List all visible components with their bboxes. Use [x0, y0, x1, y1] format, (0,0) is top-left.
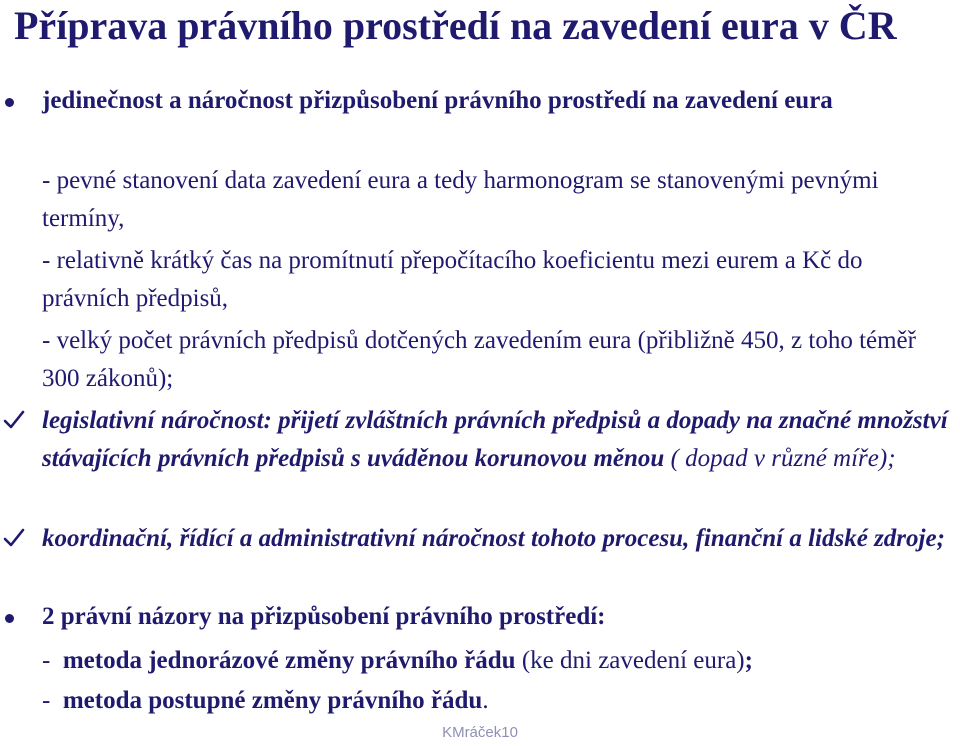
method-item-one-time: [42, 642, 952, 680]
bullet-dot-icon: [5, 614, 14, 623]
sub-item-text: - velký počet právních předpisů dotčených zavedením eura (přibližně 450, z toho téměř 300 zákonů);: [42, 327, 916, 392]
method-name: metoda jednorázové změny právního řádu: [62, 647, 516, 674]
sub-item-text: - pevné stanovení data zavedení eura a tedy harmonogram se stanovenými pevnými termíny,: [42, 167, 879, 232]
method-name: metoda postupné změny právního řádu: [62, 687, 483, 714]
page-title: Příprava právního prostředí na zavedení eura v ČR: [14, 3, 897, 48]
method-note: (ke dni zavedení eura): [515, 647, 745, 674]
bullet-dot-icon: [5, 98, 14, 107]
bullet-text: 2 právní názory na přizpůsobení právního prostředí:: [42, 603, 606, 630]
dash-marker: -: [42, 687, 51, 714]
method-item-gradual: [42, 682, 952, 720]
check-item-text: [42, 402, 952, 478]
method-end: ;: [744, 647, 753, 674]
sub-item-text: - relativně krátký čas na promítnutí přepočítacího koeficientu mezi eurem a Kč do právních předpisů,: [42, 247, 863, 312]
slide-footer: KMráček10: [442, 724, 518, 741]
checkmark-icon: [2, 526, 26, 550]
bullet-text: jedinečnost a náročnost přizpůsobení právního prostředí na zavedení eura: [42, 87, 833, 114]
checkmark-icon: [2, 408, 26, 432]
check-item-bold-text: legislativní náročnost: přijetí zvláštních právních předpisů a dopady na značné množství stávajících právních předpisů s uváděnou korunovou měnou: [42, 407, 948, 472]
check-item-text: koordinační, řídící a administrativní náročnost tohoto procesu, finanční a lidské zdroje;: [42, 525, 945, 552]
check-item-note: ( dopad v různé míře);: [664, 445, 896, 472]
dash-marker: -: [42, 647, 51, 674]
method-end: .: [482, 687, 489, 714]
